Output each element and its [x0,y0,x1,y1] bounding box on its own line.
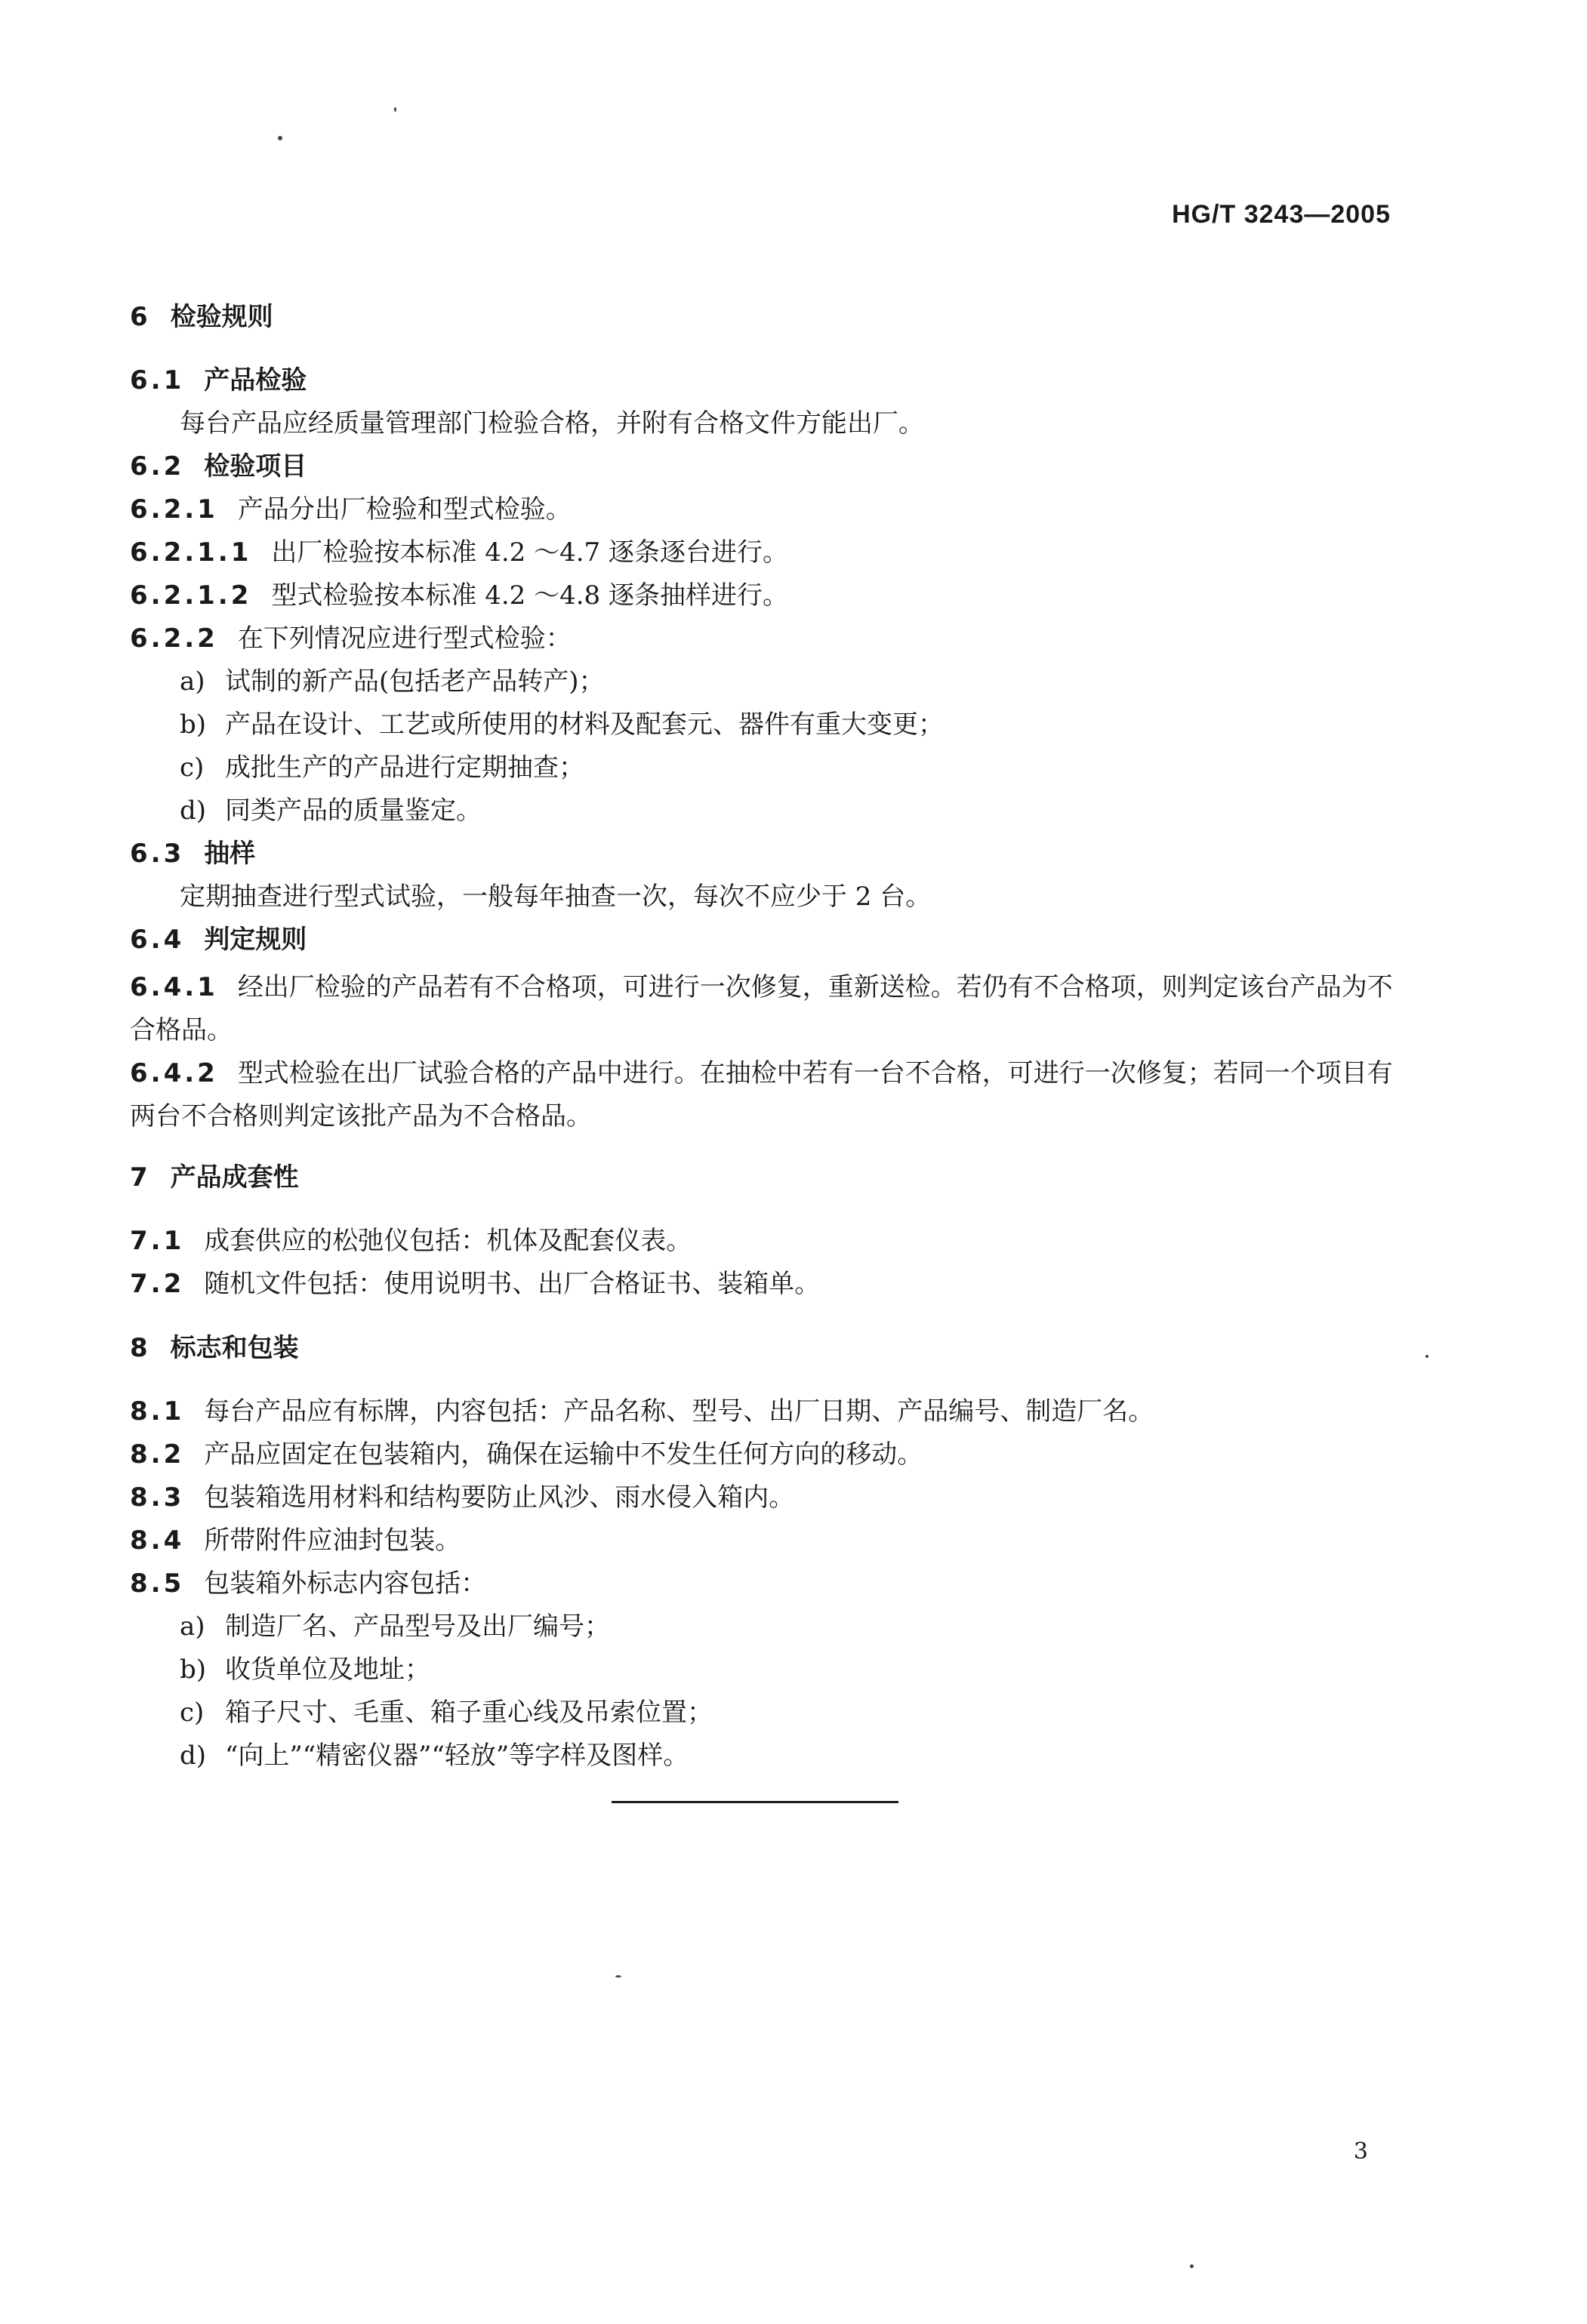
clause-6-4-heading [130,923,1398,956]
section-number: 7 [130,1162,151,1193]
list-item [180,794,1398,827]
section-number: 8 [130,1333,151,1363]
clause-title: 抽样 [204,839,256,869]
clause-number: 8.3 [130,1482,185,1513]
list-label: d) [180,796,207,826]
clause-text: 产品应固定在包装箱内，确保在运输中不发生任何方向的移动。 [204,1439,923,1470]
list-label: b) [180,1655,207,1685]
clause-text: 型式检验按本标准 4.2 ～4.8 逐条抽样进行。 [271,580,788,611]
clause-number: 8.2 [130,1439,185,1470]
clause-number: 6.1 [130,365,185,396]
clause-8-2 [130,1438,1398,1471]
list-label: d) [180,1741,207,1771]
section-7-heading [130,1161,1398,1194]
clause-text: 包装箱外标志内容包括： [204,1568,487,1599]
clause-number: 7.1 [130,1226,185,1256]
clause-6-1-heading [130,364,1398,397]
list-item [180,665,1398,698]
list-text: 收货单位及地址； [225,1655,430,1685]
list-text: 同类产品的质量鉴定。 [225,796,482,826]
scan-speck [1425,1355,1428,1358]
clause-text: 经出厂检验的产品若有不合格项，可进行一次修复，重新送检。若仍有不合格项，则判定该台产品为不合格品。 [130,972,1393,1045]
clause-6-4-1 [130,966,1398,1052]
clause-6-1-text: 每台产品应经质量管理部门检验合格，并附有合格文件方能出厂。 [180,408,924,439]
clause-number: 8.4 [130,1525,185,1556]
clause-number: 6.4.1 [130,972,218,1002]
clause-8-5 [130,1567,1398,1600]
clause-title: 产品检验 [204,365,307,396]
end-rule [612,1801,898,1803]
section-6-heading [130,300,1398,334]
scan-speck [394,107,396,112]
section-8-heading [130,1331,1398,1365]
clause-text: 成套供应的松弛仪包括：机体及配套仪表。 [204,1226,692,1256]
clause-number: 6.2.1.2 [130,580,252,611]
clause-title: 判定规则 [204,925,307,955]
clause-number: 6.3 [130,839,185,869]
section-number: 6 [130,302,151,332]
clause-number: 6.2.1 [130,494,218,525]
list-item [180,1739,1398,1772]
clause-text: 在下列情况应进行型式检验： [237,623,572,654]
list-item [180,1653,1398,1686]
scan-speck [615,1975,621,1978]
clause-number: 6.2.2 [130,623,218,654]
clause-number: 6.2 [130,451,185,482]
clause-number: 6.4 [130,925,185,955]
clause-text: 包装箱选用材料和结构要防止风沙、雨水侵入箱内。 [204,1482,795,1513]
clause-6-4-2 [130,1052,1398,1138]
list-text: 制造厂名、产品型号及出厂编号； [225,1611,610,1642]
list-item [180,1696,1398,1729]
section-title: 标志和包装 [170,1333,299,1363]
list-text: 箱子尺寸、毛重、箱子重心线及吊索位置； [225,1698,713,1728]
clause-text: 所带附件应油封包装。 [204,1525,461,1556]
clause-text: 每台产品应有标牌，内容包括：产品名称、型号、出厂日期、产品编号、制造厂名。 [204,1396,1154,1427]
list-text: “向上”“精密仪器”“轻放”等字样及图样。 [225,1741,689,1771]
page-number: 3 [1353,2138,1368,2165]
clause-6-2-1 [130,493,1398,526]
clause-number: 6.2.1.1 [130,537,252,568]
list-item [180,708,1398,741]
clause-text: 随机文件包括：使用说明书、出厂合格证书、装箱单。 [204,1269,821,1299]
clause-number: 8.5 [130,1568,185,1599]
list-item [180,1610,1398,1643]
clause-6-2-1-2 [130,579,1398,612]
clause-6-3-text: 定期抽查进行型式试验，一般每年抽查一次，每次不应少于 2 台。 [180,882,932,912]
clause-text: 出厂检验按本标准 4.2 ～4.7 逐条逐台进行。 [271,537,788,568]
list-text: 产品在设计、工艺或所使用的材料及配套元、器件有重大变更； [225,710,944,740]
clause-number: 7.2 [130,1269,185,1299]
clause-text: 型式检验在出厂试验合格的产品中进行。在抽检中若有一台不合格，可进行一次修复；若同一个项目有两台不合格则判定该批产品为不合格品。 [130,1058,1393,1131]
section-title: 检验规则 [170,302,273,332]
list-label: a) [180,666,205,697]
clause-6-2-1-1 [130,536,1398,569]
clause-7-2 [130,1267,1398,1301]
clause-8-1 [130,1395,1398,1428]
scan-speck [278,136,282,140]
scan-speck [1190,2264,1194,2268]
clause-8-4 [130,1524,1398,1557]
clause-6-3-heading [130,837,1398,870]
list-label: a) [180,1611,205,1642]
clause-8-3 [130,1481,1398,1514]
standard-code: HG/T 3243—2005 [1172,200,1391,229]
list-label: c) [180,1698,205,1728]
clause-7-1 [130,1224,1398,1257]
clause-number: 6.4.2 [130,1058,218,1088]
list-label: b) [180,710,207,740]
clause-6-2-2 [130,622,1398,655]
clause-number: 8.1 [130,1396,185,1427]
list-item [180,751,1398,784]
clause-title: 检验项目 [204,451,307,482]
clause-text: 产品分出厂检验和型式检验。 [237,494,572,525]
clause-6-2-heading [130,450,1398,483]
list-label: c) [180,753,205,783]
list-text: 成批生产的产品进行定期抽查； [225,753,584,783]
section-title: 产品成套性 [170,1162,299,1193]
list-text: 试制的新产品(包括老产品转产)； [225,666,605,697]
